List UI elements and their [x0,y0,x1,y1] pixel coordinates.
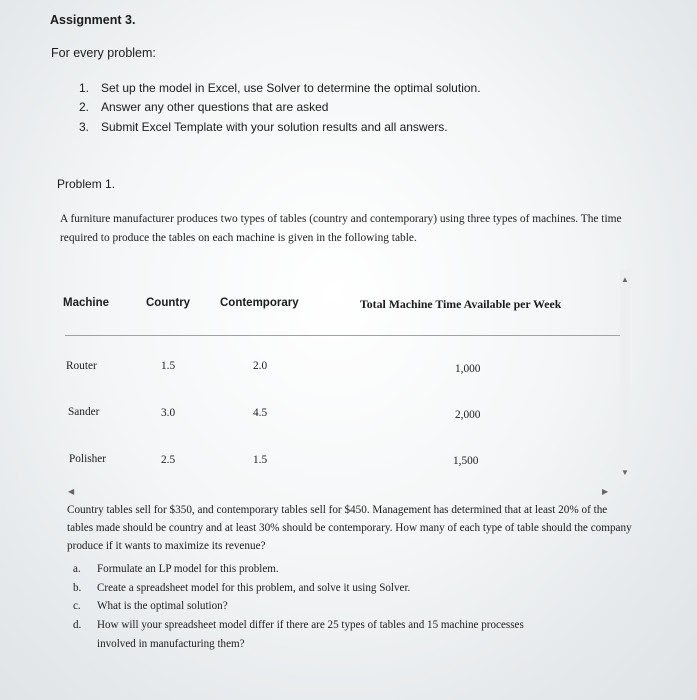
question-item-label: d. [73,619,82,631]
question-item [73,582,410,594]
table-divider [65,335,621,336]
table-cell: 4.5 [253,407,268,419]
problem-intro: A furniture manufacturer produces two types of tables (country and contemporary) using three types of machines. The time required to produce the tables on each machine is given in the following table. [60,213,622,244]
column-header-machine: Machine [63,297,110,309]
step-item [79,120,448,134]
table-cell: 1.5 [253,454,268,466]
question-item-label: c. [73,600,81,612]
step-text: Answer any other questions that are asked [101,100,329,114]
step-number: 1. [79,81,90,95]
column-header-contemporary: Contemporary [220,297,299,309]
table-cell: 1,000 [455,363,481,375]
scroll-up-icon[interactable]: ▲ [621,275,629,284]
column-header-country: Country [146,297,191,309]
question-item-text: Create a spreadsheet model for this problem, and solve it using Solver. [97,582,411,594]
step-number: 2. [79,100,90,114]
problem-question: Country tables sell for $350, and contemporary tables sell for $450. Management has determined that at least 20% of the tables made should be country and at least 30% should be contemporary. How many of each type of table should the company produce if it wants to maximize its revenue? [67,504,632,552]
question-item-text: Formulate an LP model for this problem. [97,563,279,575]
question-item [73,563,279,575]
scroll-right-icon[interactable]: ▶ [602,487,609,496]
scroll-down-icon[interactable]: ▼ [621,468,629,477]
for-every-problem-heading: For every problem: [51,46,156,60]
step-text: Set up the model in Excel, use Solver to determine the optimal solution. [101,81,481,95]
column-header-total-time: Total Machine Time Available per Week [360,297,562,311]
machine-time-table [59,270,629,485]
problem-title: Problem 1. [57,177,116,191]
step-item [79,81,481,95]
step-text: Submit Excel Template with your solution results and all answers. [101,120,448,134]
table-cell: 1,500 [453,455,479,467]
table-cell: Router [66,360,97,372]
question-item-label: b. [73,582,82,594]
assignment-title: Assignment 3. [50,13,136,27]
scroll-left-icon[interactable]: ◀ [68,487,75,496]
question-item [73,600,228,612]
question-item-text: What is the optimal solution? [97,600,228,612]
table-cell: 2,000 [455,409,481,421]
table-cell: Sander [68,406,100,418]
table-cell: 2.0 [253,360,268,372]
table-cell: 3.0 [161,407,176,419]
table-cell: 2.5 [161,454,176,466]
step-number: 3. [79,120,90,134]
table-cell: 1.5 [161,360,176,372]
question-item-text: How will your spreadsheet model differ if there are 25 types of tables and 15 machine processes [97,619,524,631]
vertical-scrollbar[interactable] [620,270,630,483]
question-item-continuation: involved in manufacturing them? [97,638,245,650]
table-cell: Polisher [69,453,107,465]
question-item [73,619,524,631]
step-item [79,100,328,114]
question-item-label: a. [73,563,81,575]
